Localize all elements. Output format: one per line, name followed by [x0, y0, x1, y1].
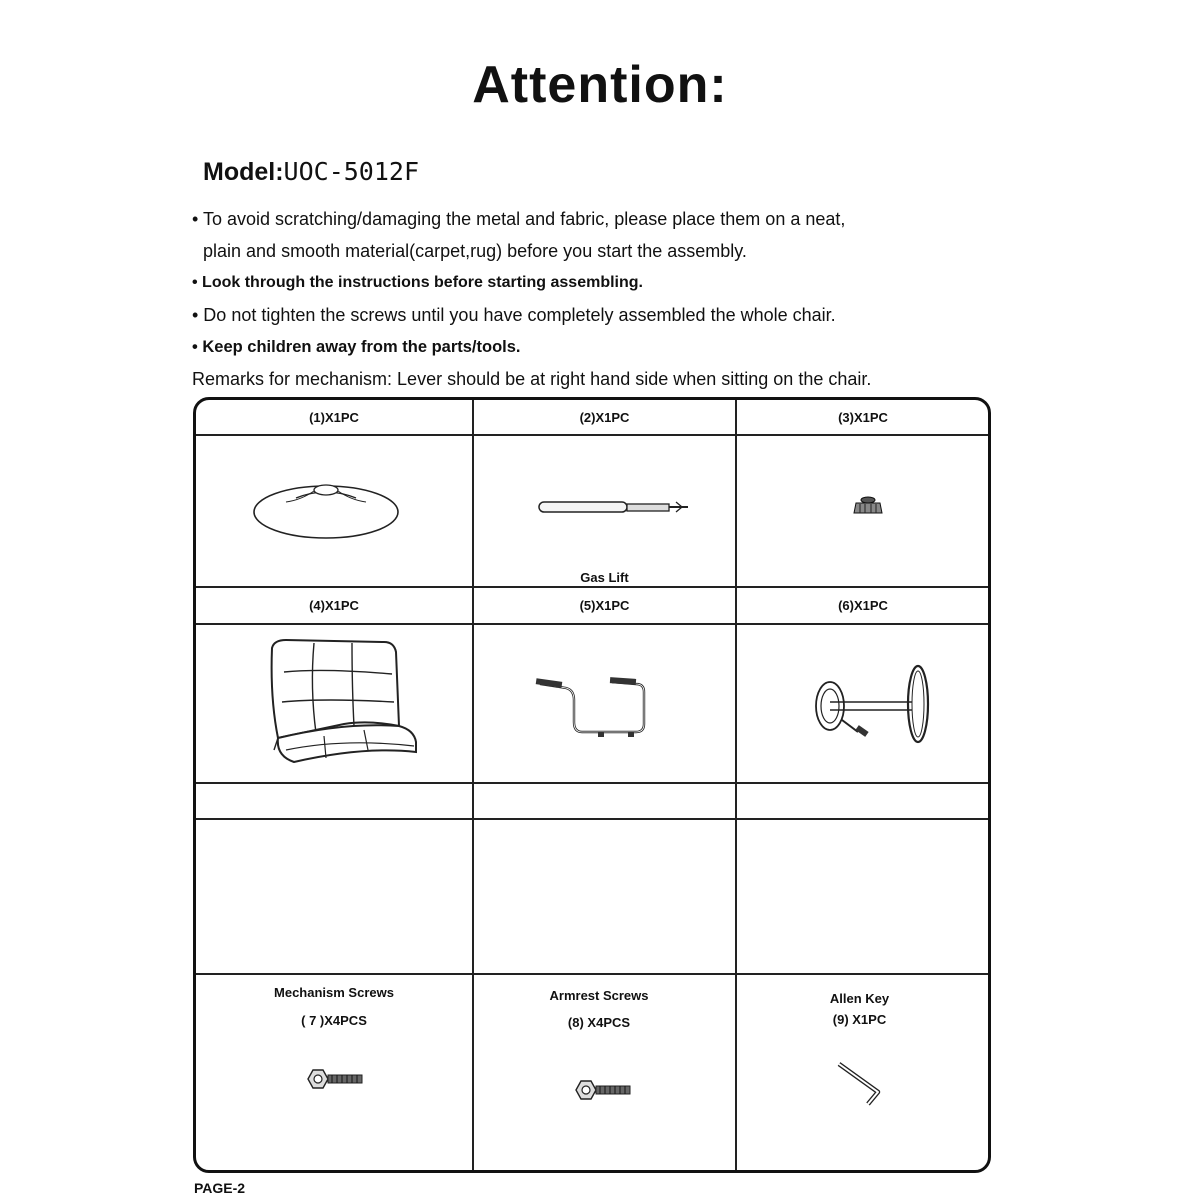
screw-icon [306, 1068, 366, 1090]
page-title: Attention: [472, 56, 728, 114]
mechanism-icon [812, 664, 938, 744]
seat-icon [264, 638, 424, 768]
parts-table [193, 397, 991, 1173]
part-qty-5: (5)X1PC [579, 598, 630, 613]
gas-lift-icon [538, 496, 693, 520]
table-divider [196, 586, 988, 588]
model-label: Model: [203, 158, 284, 186]
table-divider [196, 623, 988, 625]
part-qty-1: (1)X1PC [309, 410, 359, 425]
part-name-armrest-screws: Armrest Screws [549, 988, 649, 1003]
page-number: PAGE-2 [194, 1180, 246, 1196]
instruction-notes [192, 203, 1012, 395]
table-divider [196, 818, 988, 820]
model-value: UOC-5012F [283, 157, 420, 186]
bushing-icon [852, 495, 884, 517]
table-divider [196, 782, 988, 784]
note-item: • Keep children away from the parts/tools. [192, 338, 521, 356]
allen-key-icon [836, 1060, 896, 1110]
table-divider [196, 973, 988, 975]
note-item: • Do not tighten the screws until you have completely assembled the whole chair. [192, 305, 836, 325]
model-line [203, 157, 419, 187]
table-divider [735, 400, 737, 1170]
note-item: • To avoid scratching/damaging the metal and fabric, please place them on a neat, [192, 209, 846, 229]
part-name-mechanism-screws: Mechanism Screws [274, 985, 394, 1000]
part-qty-6: (6)X1PC [838, 598, 888, 613]
base-plate-icon [251, 478, 401, 548]
note-item: • Look through the instructions before starting assembling. [192, 274, 643, 291]
screw-icon [574, 1079, 634, 1101]
part-name-allen-key: Allen Key [829, 991, 890, 1006]
part-qty-7: ( 7 )X4PCS [301, 1013, 367, 1028]
part-qty-2: (2)X1PC [579, 410, 630, 425]
mechanism-remark: Remarks for mechanism: Lever should be at right hand side when sitting on the chair. [192, 369, 872, 389]
part-qty-3: (3)X1PC [838, 410, 888, 425]
table-divider [196, 434, 988, 436]
part-qty-4: (4)X1PC [309, 598, 359, 613]
part-qty-8: (8) X4PCS [567, 1015, 631, 1030]
note-item-continued: plain and smooth material(carpet,rug) before you start the assembly. [203, 241, 747, 261]
part-qty-9: (9) X1PC [832, 1012, 887, 1027]
armrest-icon [536, 670, 656, 742]
part-name-gas-lift: Gas Lift [580, 570, 629, 585]
table-divider [472, 400, 474, 1170]
